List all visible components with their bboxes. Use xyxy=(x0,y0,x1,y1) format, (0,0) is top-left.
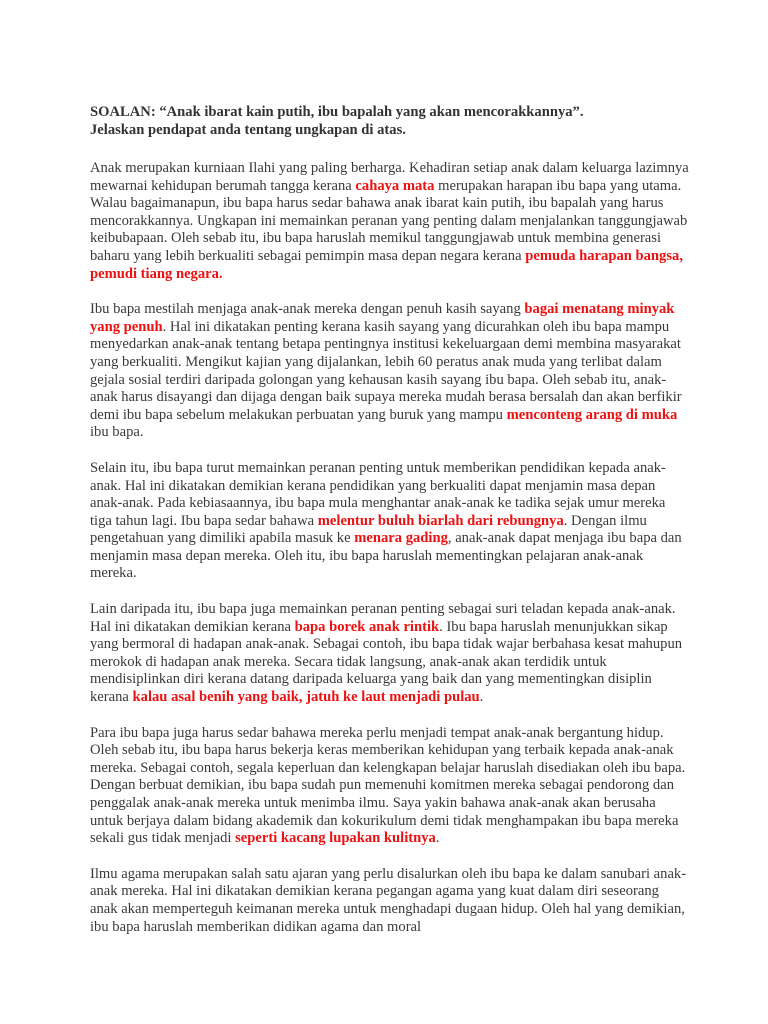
paragraph-text: Lain daripada itu, ibu bapa juga memainkan peranan penting sebagai suri teladan kepada anak-anak. Hal ini dikatakan demikian kerana xyxy=(90,601,676,635)
highlighted-phrase: seperti kacang lupakan kulitnya xyxy=(235,830,436,847)
paragraph xyxy=(90,866,690,936)
paragraph-text: Anak merupakan kurniaan Ilahi yang paling berharga. Kehadiran setiap anak dalam keluarga lazimnya mewarnai kehidupan berumah tangga kerana xyxy=(90,160,689,194)
question-line-1: SOALAN: “Anak ibarat kain putih, ibu bapalah yang akan mencorakkannya”. xyxy=(90,104,584,120)
paragraph-text: . Ibu bapa haruslah menunjukkan sikap yang bermoral di hadapan anak-anak. Sebagai contoh, ibu bapa tidak wajar berbahasa kesat mahupun merokok di hadapan anak mereka. Secara tidak langsung, anak-anak akan terdidik untuk mendisiplinkan diri kerana datang daripada keluarga yang baik dan yang mementingkan disiplin kerana xyxy=(90,618,683,706)
paragraph-text: . xyxy=(435,830,440,847)
paragraph xyxy=(90,460,690,583)
highlighted-phrase: menconteng arang di muka xyxy=(506,406,678,423)
highlighted-phrase: pemuda harapan bangsa, pemudi tiang negara. xyxy=(90,247,683,282)
highlighted-phrase: kalau asal benih yang baik, jatuh ke laut menjadi pulau xyxy=(132,689,480,706)
essay-body xyxy=(90,160,690,936)
paragraph-text: merupakan harapan ibu bapa yang utama. Walau bagaimanapun, ibu bapa harus sedar bahawa anak ibarat kain putih, ibu bapalah yang harus mencorakkannya. Ungkapan ini memainkan peranan yang penting dalam menjalankan tanggungjawab keibubapaan. Oleh sebab itu, ibu bapa haruslah memikul tanggungjawab untuk membina generasi baharu yang lebih berkualiti sebagai pemimpin masa depan negara kerana xyxy=(90,177,688,264)
highlighted-phrase: bapa borek anak rintik xyxy=(294,618,440,635)
paragraph-text: ibu bapa. xyxy=(90,424,144,441)
paragraph xyxy=(90,725,690,848)
document-page xyxy=(90,104,690,954)
paragraph-text: Ilmu agama merupakan salah satu ajaran yang perlu disalurkan oleh ibu bapa ke dalam sanubari anak-anak mereka. Hal ini dikatakan demikian kerana pegangan agama yang kuat dalam diri seseorang anak akan memperteguh keimanan mereka untuk menghadapi dugaan hidup. Oleh hal yang demikian, ibu bapa haruslah memberikan didikan agama dan moral xyxy=(90,865,687,935)
paragraph-text: . Hal ini dikatakan penting kerana kasih sayang yang dicurahkan oleh ibu bapa mampu menyedarkan anak-anak tentang betapa pentingnya institusi kekeluargaan demi membina masyarakat yang berkualiti. Mengikut kajian yang dijalankan, lebih 60 peratus anak muda yang terlibat dalam gejala sosial terdiri daripada golongan yang kehausan kasih sayang ibu bapa. Oleh sebab itu, anak-anak harus disayangi dan dijaga dengan baik supaya mereka mudah berasa bersalah dan akan berfikir demi ibu bapa sebelum melakukan perbuatan yang buruk yang mampu xyxy=(90,318,682,423)
paragraph-text: , anak-anak dapat menjaga ibu bapa dan menjamin masa depan mereka. Oleh itu, ibu bapa haruslah mementingkan pelajaran anak-anak mereka. xyxy=(90,530,682,582)
highlighted-phrase: melentur buluh biarlah dari rebungnya xyxy=(317,512,564,529)
paragraph-text: Para ibu bapa juga harus sedar bahawa mereka perlu menjadi tempat anak-anak bergantung hidup. Oleh sebab itu, ibu bapa harus bekerja keras memberikan kehidupan yang terbaik kepada anak-anak mereka. Sebagai contoh, segala keperluan dan kelengkapan belajar haruslah disediakan oleh ibu bapa. Dengan berbuat demikian, ibu bapa sudah pun memenuhi komitmen mereka sebagai pendorong dan penggalak anak-anak mereka untuk menimba ilmu. Saya yakin bahawa anak-anak akan berusaha untuk berjaya dalam bidang akademik dan kokurikulum demi tidak menghampakan ibu bapa mereka sekali gus tidak menjadi xyxy=(90,724,686,847)
paragraph xyxy=(90,301,690,442)
paragraph-text: . Dengan ilmu pengetahuan yang dimiliki apabila masuk ke xyxy=(90,512,647,547)
paragraph xyxy=(90,601,690,707)
paragraph-text: Selain itu, ibu bapa turut memainkan peranan penting untuk memberikan pendidikan kepada anak-anak. Hal ini dikatakan demikian kerana pendidikan yang berkualiti dapat menjamin masa depan anak-anak. Pada kebiasaannya, ibu bapa mula menghantar anak-anak ke tadika sejak umur mereka tiga tahun lagi. Ibu bapa sedar bahawa xyxy=(90,459,666,529)
paragraph xyxy=(90,160,690,283)
highlighted-phrase: menara gading xyxy=(354,530,448,547)
highlighted-phrase: cahaya mata xyxy=(355,177,435,194)
question-heading xyxy=(90,104,690,139)
paragraph-text: . xyxy=(479,689,484,706)
paragraph-text: Ibu bapa mestilah menjaga anak-anak mereka dengan penuh kasih sayang xyxy=(90,301,525,318)
highlighted-phrase: bagai menatang minyak yang penuh xyxy=(90,301,675,335)
question-line-2: Jelaskan pendapat anda tentang ungkapan di atas. xyxy=(90,121,406,138)
